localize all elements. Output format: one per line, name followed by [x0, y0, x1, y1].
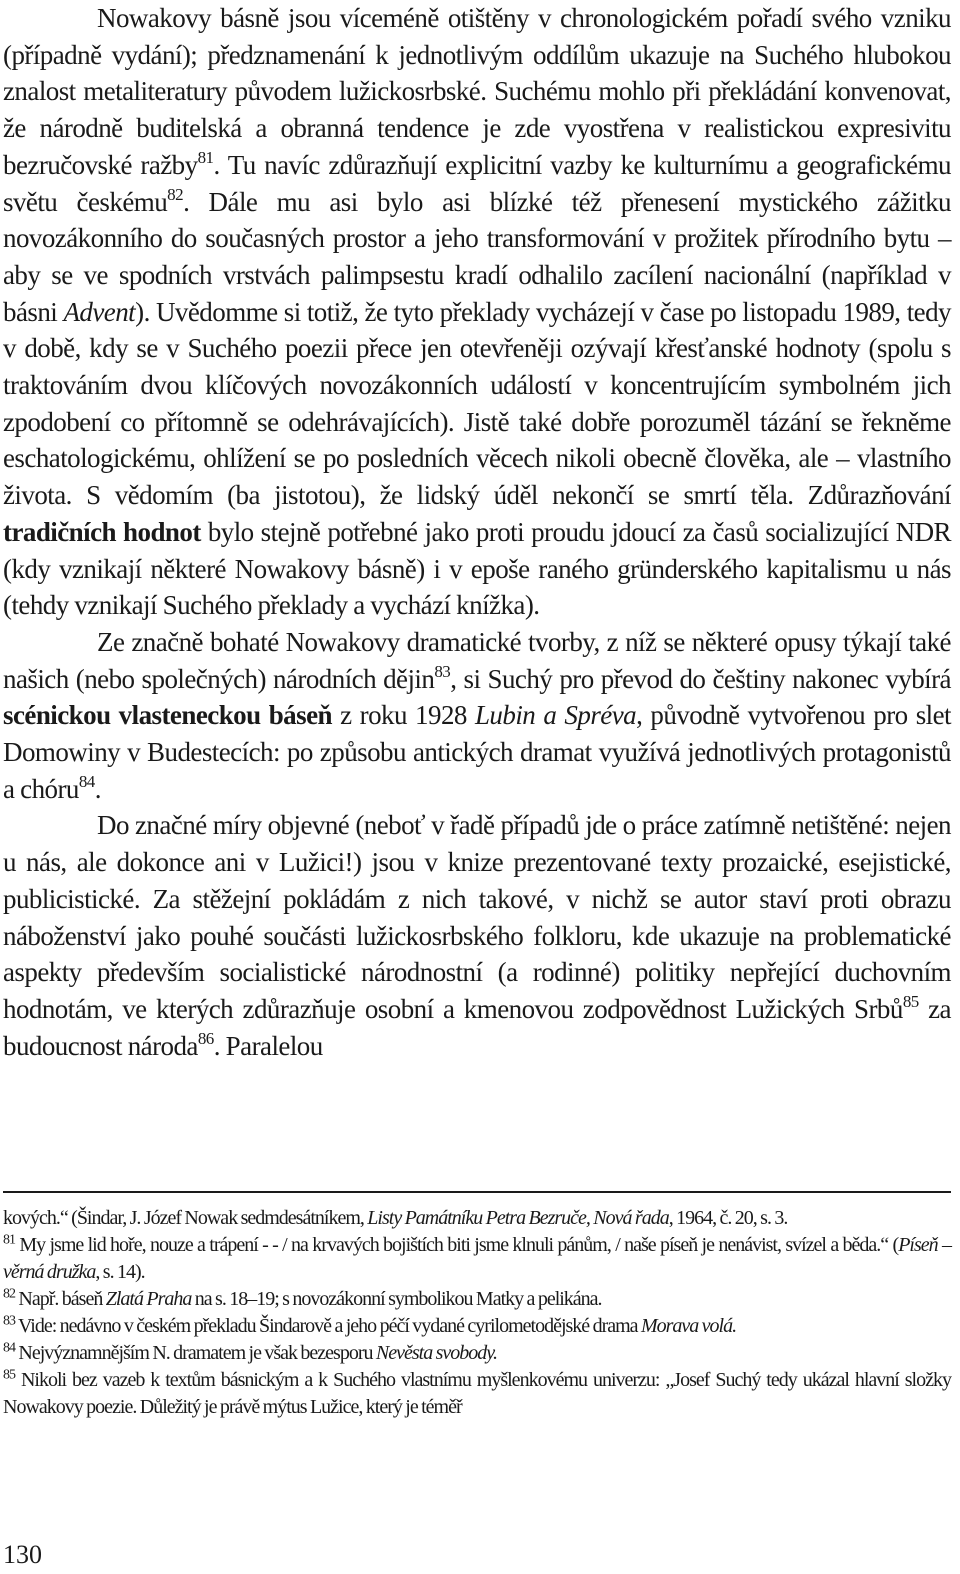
bold-text: scénickou vlasteneckou báseň [3, 700, 332, 731]
italic-text: Advent [63, 296, 136, 327]
italic-text: Zlatá Praha [105, 1288, 192, 1310]
text-run: Nejvýznamnějším N. dramatem je však bezesporu [15, 1342, 376, 1364]
text-run: My jsme lid hoře, nouze a trápení - - / na krvavých bojištích biti jsme klnuli pánům, / naše píseň je nenávist, svízel a běda.“ ( [15, 1234, 899, 1256]
text-run: Nikoli bez vazeb k textům básnickým a k Suchého vlastnímu myšlenkovému univerzu: „Josef Suchý tedy ukázal hlavní složky Nowakovy poezie. Důležitý je právě mýtus Lužice, který je téměř [3, 1369, 951, 1418]
text-run: Do značné míry objevné (neboť v řadě případů jde o práce zatímně netištěné: nejen u nás, ale dokonce ani v Lužici!) jsou v knize prezentované texty prozaické, esejistické, publicistické. Za stěžejní pokládám z nich takové, v nichž se autor staví proti obrazu náboženství jako pouhé součásti lužickosrbského folkloru, kde ukazuje na problematické aspekty především socialistické národnostní (a rodinné) politiky nepřející duchovním hodnotám, ve kterých zdůrazňuje osobní a kmenovou zodpovědnost Lužických Srbů [3, 810, 951, 1024]
footnote-81 [3, 1232, 951, 1286]
italic-text: Morava volá. [640, 1315, 737, 1337]
text-run: na s. 18–19; s novozákonní symbolikou Matky a pelikána. [191, 1288, 602, 1310]
bold-text: tradičních hodnot [3, 516, 201, 547]
footnote-ref: 84 [3, 1340, 15, 1356]
paragraph-1 [3, 0, 951, 624]
text-run: . Dále mu asi bylo asi blízké též přenesení mystického zážitku novozákonního do současných prostor a jeho transformování v prožitek přírodního bytu – aby se ve spodních vrstvách palimpsestu kradí odhalilo zacílení nacionální (například v básni [3, 186, 951, 327]
footnote-82 [3, 1286, 951, 1313]
text-run: , původně vytvořenou pro slet Domowiny v Budestecích: po způsobu antických dramat využívá jednotlivých protagonistů a chóru [3, 700, 952, 804]
italic-text: Nevěsta svobody. [375, 1342, 498, 1364]
page-number: 130 [3, 1540, 42, 1569]
paragraph-3 [3, 807, 951, 1064]
footnote-ref: 85 [902, 991, 919, 1011]
footnote-ref: 81 [197, 147, 214, 167]
text-run: Např. báseň [15, 1288, 106, 1310]
footnote-ref: 81 [3, 1232, 15, 1248]
footnote-continuation [3, 1205, 951, 1232]
footnote-ref: 85 [3, 1367, 15, 1383]
paragraph-2 [3, 624, 951, 808]
text-run: , si Suchý pro převod do češtiny nakonec vybírá [450, 663, 951, 694]
text-run: Józef Nowak sedmdesátníkem, [143, 1207, 368, 1229]
text-run: Ze značně bohaté Nowakovy dramatické tvorby, z níž se některé opusy týkají také našich (nebo společných) národních dějin [3, 626, 951, 694]
text-run: , 1964, č. 20, s. 3. [668, 1207, 788, 1229]
footnote-ref: 83 [3, 1313, 15, 1329]
main-text [3, 0, 951, 1064]
footnote-83 [3, 1313, 951, 1340]
footnote-ref: 82 [3, 1286, 15, 1302]
text-run: ). Uvědomme si totiž, že tyto překlady vycházejí v čase po listopadu 1989, tedy v době, kdy se v Suchého poezii přece jen otevřeněji ozývají křesťanské hodnoty (spolu s traktováním dvou klíčových novozákonních událostí v koncentrujícím symbolném jich zpodobení co přítomně se odehrávajících). Jistě také dobře porozuměl tázání se řekněme eschatologickému, ohlížení se po posledních věcech nikoli obecně člověka, ale – vlastního života. S vědomím (ba jistotou), že lidský úděl nekončí se smrtí těla. Zdůrazňování [3, 296, 951, 511]
text-run: kových.“ (Šindar, J. [3, 1207, 144, 1229]
italic-text: Píseň – věrná družka [3, 1234, 951, 1283]
text-run: Vide: nedávno v českém překladu Šindarově a jeho péčí vydané cyrilometodějské drama [15, 1315, 641, 1337]
footnote-ref: 86 [197, 1028, 214, 1048]
text-run: bylo stejně potřebné jako proti proudu jdoucí za časů socializující NDR (kdy vznikají některé Nowakovy básně) i v epoše raného gründerského kapitalismu u nás (tehdy vznikají Suchého překlady a vychází knížka). [3, 516, 951, 621]
italic-text: Lubin a Spréva [474, 700, 637, 731]
text-run: . Paralelou [213, 1030, 323, 1061]
text-run: z roku 1928 [331, 700, 475, 731]
text-run: za budoucnost národa [3, 993, 951, 1061]
footnote-ref: 84 [78, 771, 95, 791]
text-run: , s. 14). [95, 1261, 145, 1283]
footnote-ref: 83 [434, 661, 451, 681]
text-run: . Tu navíc zdůrazňují explicitní vazby ke kulturnímu a geografickému světu českému [3, 149, 952, 217]
text-run: Nowakovy básně jsou víceméně otištěny v chronologickém pořadí svého vzniku (případně vydání); předznamenání k jednotlivým oddílům ukazuje na Suchého hlubokou znalost metaliteratury původem lužickosrbské. Suchému mohlo při překládání konvenovat, že národně buditelská a obranná tendence je zde vyostřena v realistickou expresivitu bezručovské ražby [3, 3, 951, 180]
footnote-84 [3, 1340, 951, 1367]
footnote-ref: 82 [167, 184, 184, 204]
footnote-separator [3, 1191, 951, 1193]
footnote-85 [3, 1367, 951, 1421]
italic-text: Listy Památníku Petra Bezruče, Nová řada [367, 1207, 669, 1229]
text-run: . [94, 773, 101, 804]
footnotes [3, 1205, 951, 1421]
